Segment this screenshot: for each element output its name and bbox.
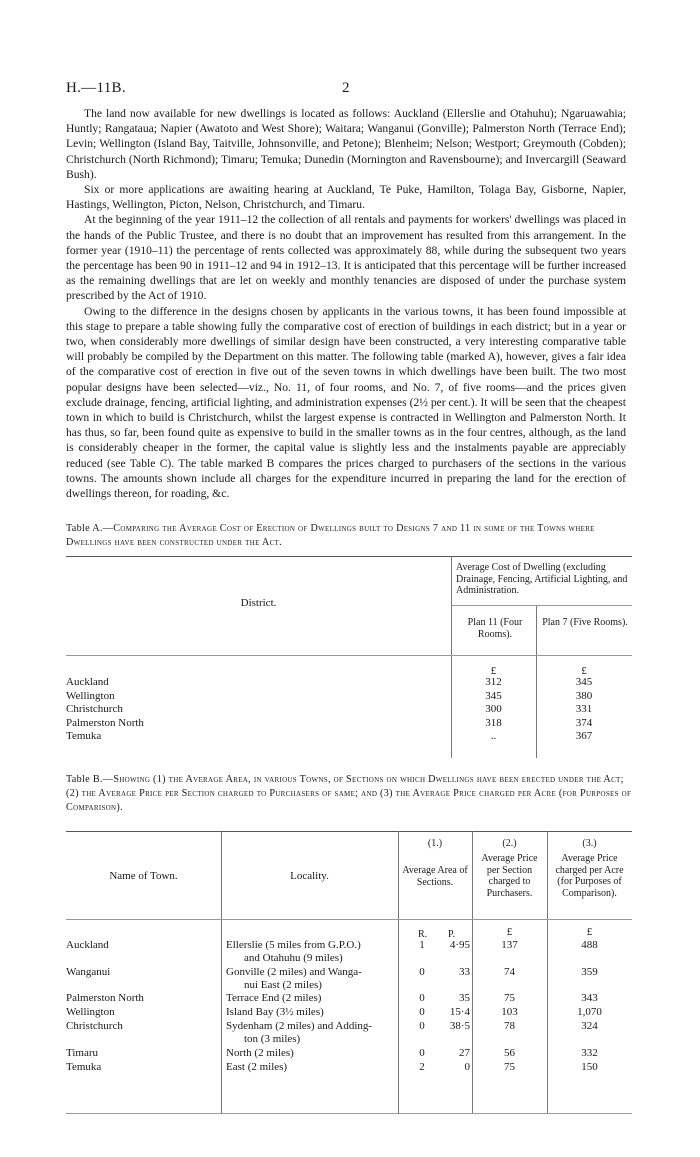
table-b-caption [66, 773, 632, 815]
table-b-perches: 33 [459, 966, 470, 978]
table-b-perches: 15·4 [449, 1006, 470, 1018]
table-b-price: 74 [504, 966, 515, 978]
table-b-header-town: Name of Town. [109, 870, 178, 882]
table-b-locality: Ellerslie (5 miles from G.P.O.) [226, 939, 361, 951]
page-number: 2 [342, 80, 350, 96]
table-b-price: 75 [504, 1061, 515, 1073]
table-b-town: Palmerston North [66, 992, 144, 1004]
table-b-perches: 0 [464, 1061, 470, 1073]
table-b-perches: 27 [459, 1047, 470, 1059]
table-b-acre: 1,070 [577, 1006, 602, 1018]
table-b-header-price: Average Price per Section charged to Purchasers. [481, 853, 538, 899]
table-b-locality: Terrace End (2 miles) [226, 992, 322, 1004]
table-b-locality-continued: ton (3 miles) [244, 1033, 301, 1045]
table-b-roods: 2 [419, 1061, 425, 1073]
table-b-locality: Gonville (2 miles) and Wanga- [226, 966, 362, 978]
table-b-locality: East (2 miles) [226, 1061, 288, 1073]
table-b-locality: Sydenham (2 miles) and Adding- [226, 1020, 373, 1032]
table-a-district: Temuka [66, 730, 102, 743]
document-reference: H.—11B. [66, 80, 126, 96]
table-b-locality: North (2 miles) [226, 1047, 294, 1059]
table-b-price: 75 [504, 992, 515, 1004]
table-b-caption-lead: Table B.— [66, 774, 114, 785]
table-a-plan11-value: 300 [485, 703, 502, 716]
table-a-caption-text: Comparing the Average Cost of Erection of Dwellings built to Designs 7 and 11 in some of the Towns where Dwellings have been constructed under the Act. [66, 523, 595, 548]
table-b-header-locality: Locality. [290, 870, 329, 882]
table-b-header-num1: (1.) [427, 838, 443, 849]
table-a-plan11-value: 318 [485, 716, 502, 729]
body-text [66, 106, 626, 501]
table-a-district: Palmerston North [66, 716, 144, 729]
table-b-locality-continued: and Otahuhu (9 miles) [244, 952, 343, 964]
table-a-plan7-value: 345 [575, 676, 593, 688]
table-b-acre: 359 [581, 966, 598, 978]
table-a-caption [66, 522, 632, 550]
paragraph-applications: Six or more applications are awaiting hearing at Auckland, Te Puke, Hamilton, Tolaga Bay, Gisborne, Napier, Hastings, Wellington, Picton, Nelson, Christchurch, and Timaru. [66, 183, 626, 212]
table-b-header-area: Average Area of Sections. [402, 865, 468, 888]
table-b-town: Temuka [66, 1061, 102, 1073]
table-b-acre: 488 [581, 939, 598, 951]
table-b-roods: 1 [419, 939, 425, 951]
table-b-unit-acre: £ [586, 926, 593, 938]
table-b-unit-perches: P. [448, 929, 455, 940]
table-a-header-average-cost: Average Cost of Dwelling (excluding Drainage, Fencing, Artificial Lighting, and Administration. [456, 562, 628, 596]
table-a-plan11-value: 312 [485, 676, 502, 688]
table-a-district: Auckland [66, 676, 109, 688]
table-b-roods: 0 [419, 966, 425, 978]
table-b-header-acre: Average Price charged per Acre (for Purposes of Comparison). [555, 853, 624, 899]
table-b-acre: 343 [581, 992, 598, 1004]
paragraph-designs: Owing to the difference in the designs chosen by applicants in the various towns, it has been found impossible at this stage to prepare a table showing fully the comparative cost of erection of buildings in each district; but in a year or two, when considerably more dwellings of similar design have been constructed, a very interesting comparative table will probably be compiled by the Department on this matter. The following table (marked A), however, gives a fair idea of the comparative cost of erection in five out of the seven towns in which dwellings have been built. The two most popular designs have been selected—viz., No. 11, of four rooms, and No. 7, of five rooms—and the prices given exclude drainage, fencing, artificial lighting, and administration expenses (2½ per cent.). It will be seen that the cheapest town in which to build is Christchurch, whilst the largest expense is contracted in Wellington and Palmerston North. It has thus, so far, been found quite as expensive to build in the smaller towns as in the four centres, although, as the land is considerably cheaper in the former, the capital value is slightly less and the instalments payable are appreciably reduced (see Table C). The table marked B compares the prices charged to purchasers of the sections in the various towns. The amounts shown include all charges for the expenditure incurred in preparing the land for the erection of dwellings thereon, for roading, &c. [66, 304, 626, 501]
table-b-perches: 4·95 [449, 939, 470, 951]
table-a-plan7-value: 380 [575, 689, 593, 702]
table-b-town: Wanganui [66, 966, 111, 978]
table-b-acre: 332 [581, 1047, 598, 1059]
table-b-price: 137 [501, 939, 518, 951]
table-a-district: Wellington [66, 689, 115, 702]
table-b-price: 56 [504, 1047, 515, 1059]
table-b-acre: 324 [581, 1020, 598, 1032]
table-a-unit-plan7: £ [581, 665, 587, 677]
table-b-roods: 0 [419, 1047, 425, 1059]
table-b-roods: 0 [419, 1020, 425, 1032]
table-b-price: 78 [504, 1020, 515, 1032]
table-b-locality: Island Bay (3½ miles) [226, 1006, 324, 1018]
table-a-header-district: District. [240, 597, 277, 609]
table-a-district: Christchurch [66, 703, 123, 716]
table-b-price: 103 [501, 1006, 518, 1018]
table-a-plan7-value: 367 [575, 730, 593, 743]
table-b-perches: 35 [459, 992, 470, 1004]
table-a-header-plan11: Plan 11 (Four Rooms). [467, 617, 523, 640]
table-a-plan7-value: 331 [575, 703, 593, 716]
table-a-header-plan7: Plan 7 (Five Rooms). [542, 617, 628, 628]
table-b-town: Auckland [66, 939, 109, 951]
table-a-plan7-value: 374 [575, 716, 593, 729]
paragraph-land: The land now available for new dwellings is located as follows: Auckland (Ellerslie and Otahuhu); Ngaruawahia; Huntly; Rangataua; Napier (Awatoto and West Shore); Waitara; Wanganui (Gonville); Palmerston North (Terrace End); Levin; Wellington (Island Bay, Taitville, Johnsonville, and Petone); Blenheim; Nelson; Westport; Greymouth (Cobden); Christchurch (North Richmond); Timaru; Temuka; Dunedin (Mornington and Ravensbourne); and Invercargill (Seaward Bush). [66, 107, 626, 181]
table-a-plan11-value: 345 [485, 689, 502, 702]
table-b-locality-continued: nui East (2 miles) [244, 979, 322, 991]
table-b-town: Timaru [66, 1047, 98, 1059]
table-b-header-num2: (2.) [502, 838, 517, 849]
table-b-unit-roods: R. [418, 929, 428, 940]
paragraph-collection: At the beginning of the year 1911–12 the collection of all rentals and payments for workers' dwellings was placed in the hands of the Public Trustee, and there is no doubt that an improvement has resulted from this arrangement. In the former year (1910–11) the percentage of rents collected was approximately 88, while during the subsequent two years the percentage has been 90 in 1911–12 and 94 in 1912–13. It is anticipated that this percentage will be further increased as the remaining dwellings that are let on weekly and monthly tenancies are disposed of under the purchase system prescribed by the Act of 1910. [66, 213, 626, 303]
table-b-town: Christchurch [66, 1020, 123, 1032]
table-b-roods: 0 [419, 1006, 425, 1018]
table-b-roods: 0 [419, 992, 425, 1004]
table-b-acre: 150 [581, 1061, 598, 1073]
table-b-caption-text: Showing (1) the Average Area, in various Towns, of Sections on which Dwellings have been erected under the Act; (2) the Average Price per Section charged to Purchasers of same; and (3) the Average Price charged per Acre (for Purposes of Comparison). [66, 774, 632, 813]
table-a-plan11-value: .. [490, 730, 497, 743]
table-b-unit-price: £ [506, 926, 513, 938]
table-a-unit-plan11: £ [490, 665, 497, 677]
table-a-caption-lead: Table A.— [66, 523, 114, 534]
table-b-perches: 38·5 [449, 1020, 470, 1032]
table-b-header-num3: (3.) [582, 838, 597, 849]
table-b-town: Wellington [66, 1006, 115, 1018]
